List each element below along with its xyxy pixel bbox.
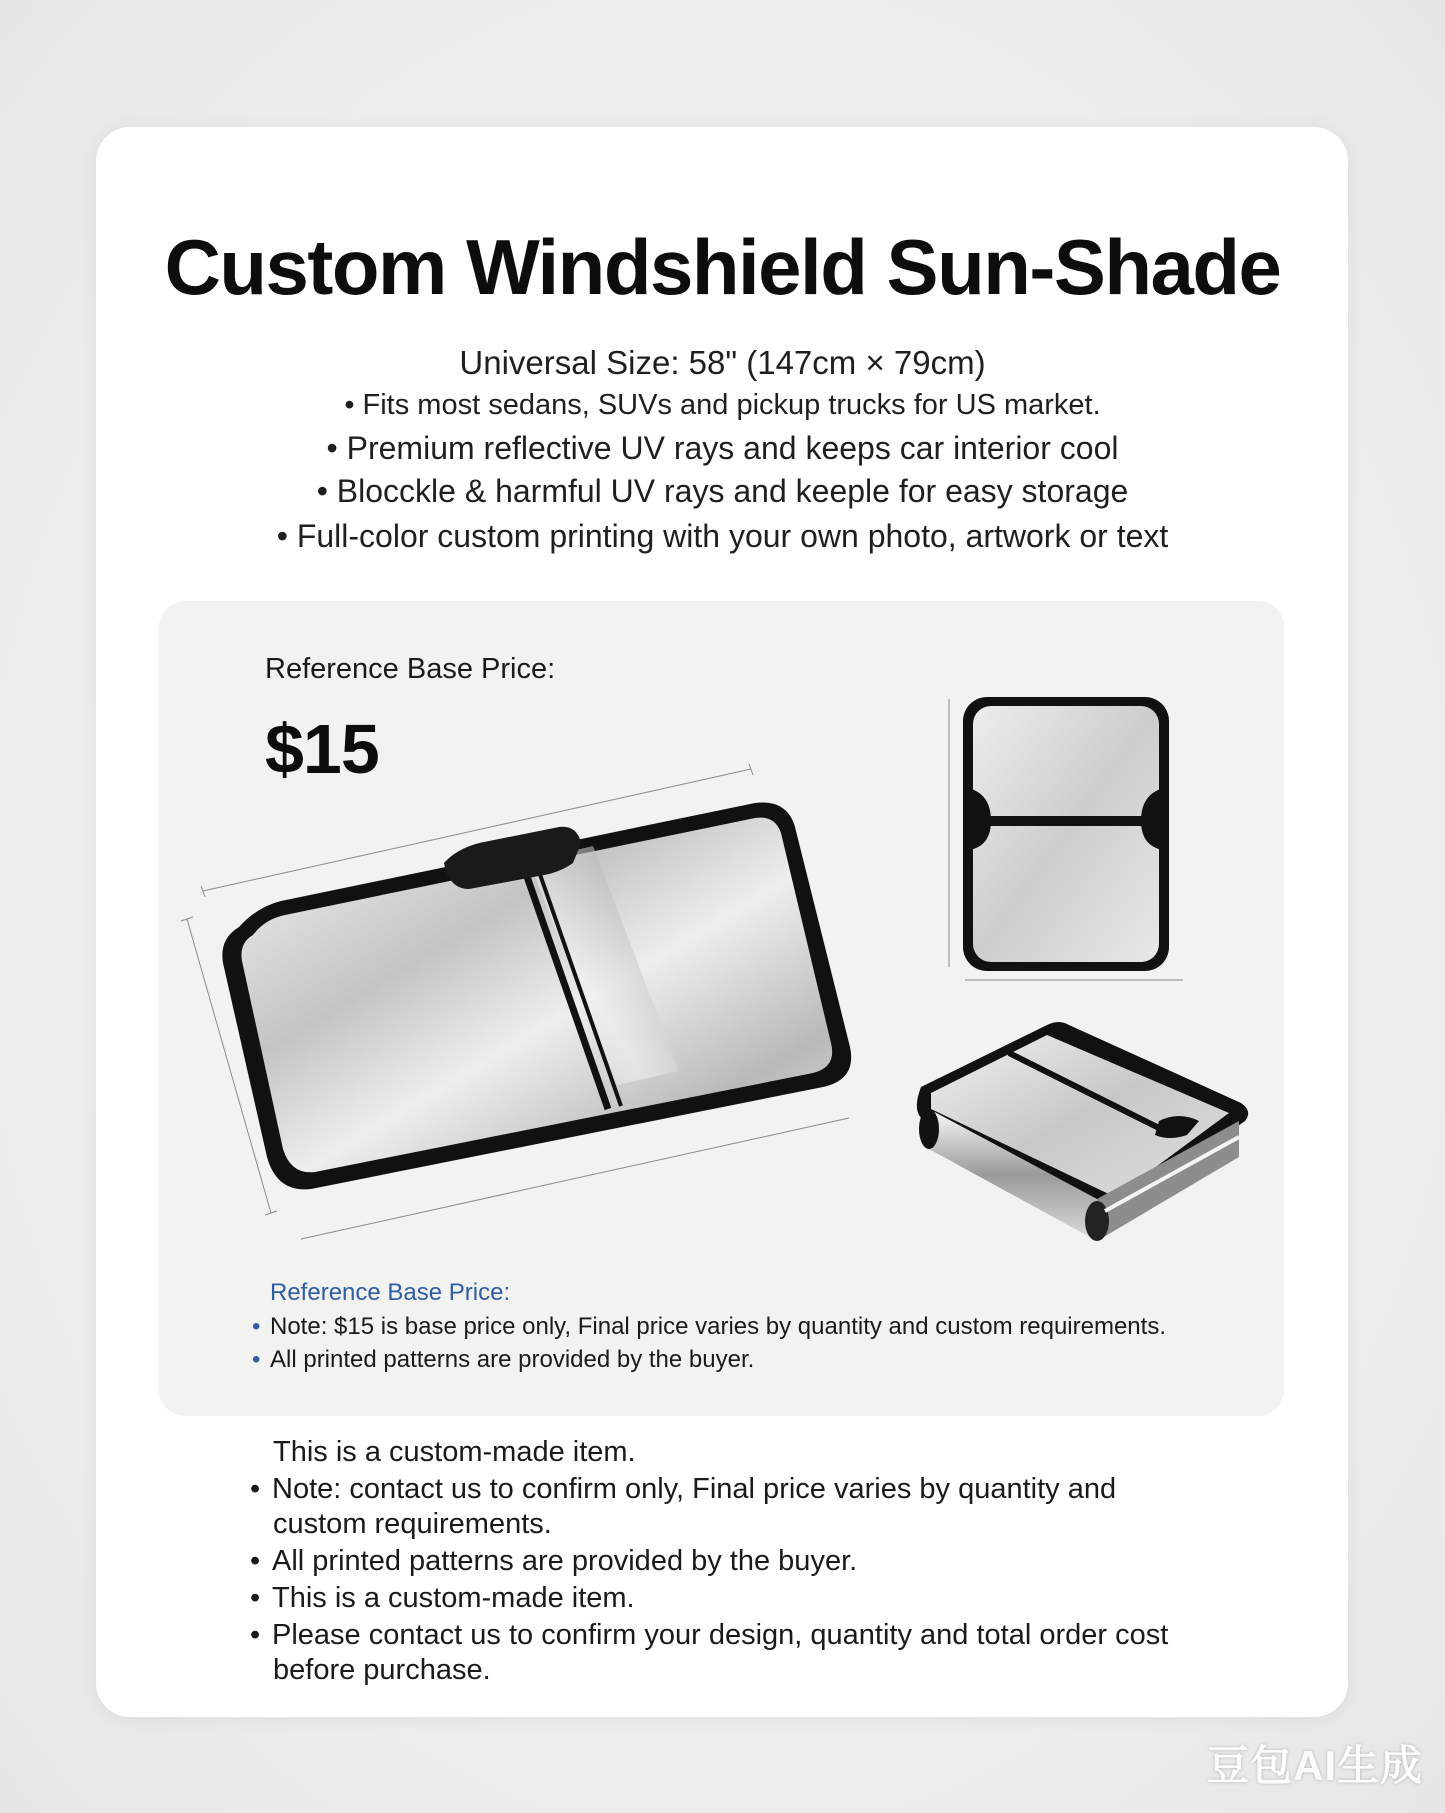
bullet: • — [252, 1313, 261, 1340]
footer-intro: This is a custom-made item. — [273, 1436, 636, 1468]
feature-4: • Full-color custom printing with your own photo, artwork or text — [276, 518, 1169, 554]
bullet: • — [250, 1545, 261, 1577]
bullet: • — [250, 1473, 261, 1505]
price-note-2 — [252, 1346, 754, 1374]
footer-item-1 — [250, 1473, 1116, 1506]
footer-item-4-cont: before purchase. — [273, 1654, 491, 1686]
footer-item-text-3: This is a custom-made item. — [272, 1582, 635, 1614]
price-label: Reference Base Price: — [265, 653, 556, 685]
footer-item-1-cont: custom requirements. — [273, 1508, 552, 1540]
bullet: • — [250, 1619, 261, 1651]
price-note-text-2: All printed patterns are provided by the buyer. — [270, 1346, 755, 1373]
price-panel — [159, 601, 1284, 1416]
reference-price-label: Reference Base Price: — [270, 1279, 511, 1306]
feature-2: • Premium reflective UV rays and keeps car interior cool — [326, 430, 1119, 466]
footer-item-text-2: All printed patterns are provided by the buyer. — [272, 1545, 858, 1577]
price-value: $15 — [265, 710, 379, 788]
size-line: Universal Size: 58" (147cm × 79cm) — [459, 344, 986, 381]
watermark: 豆包AI生成 — [1206, 1742, 1423, 1789]
footer-item-3 — [250, 1582, 635, 1615]
feature-1: • Fits most sedans, SUVs and pickup trucks for US market. — [344, 389, 1101, 421]
bullet: • — [252, 1346, 261, 1373]
bullet: • — [250, 1582, 261, 1614]
footer-item-text-4: Please contact us to confirm your design, quantity and total order cost — [272, 1619, 1169, 1651]
footer-item-4 — [250, 1619, 1168, 1652]
price-note-text-1: Note: $15 is base price only, Final price varies by quantity and custom requirements. — [270, 1313, 1166, 1340]
feature-3: • Blocckle & harmful UV rays and keeple for easy storage — [316, 473, 1129, 509]
page-title: Custom Windshield Sun-Shade — [164, 223, 1281, 311]
footer-item-text-1: Note: contact us to confirm only, Final price varies by quantity and — [272, 1473, 1117, 1505]
price-note-1 — [252, 1313, 1166, 1341]
footer-item-2 — [250, 1545, 857, 1578]
